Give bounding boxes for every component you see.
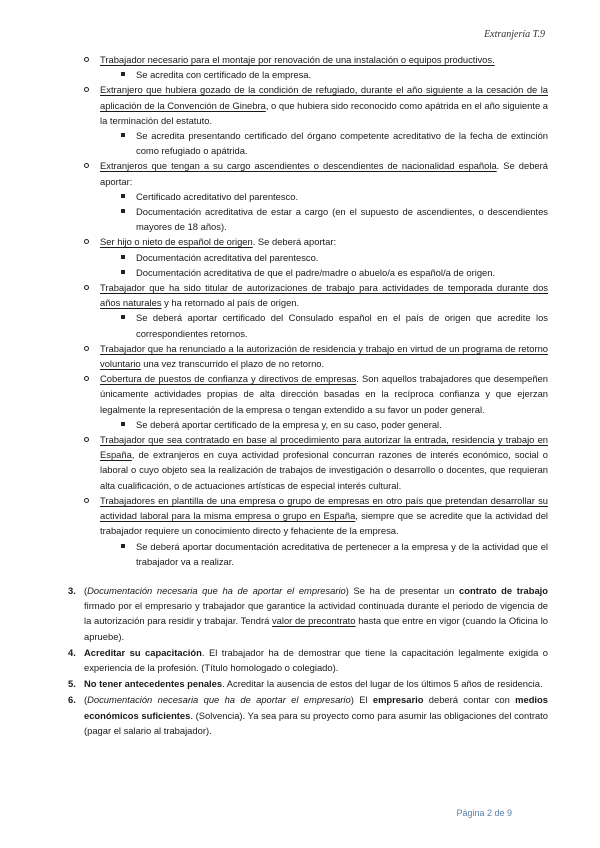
numbered-item-5: 5. No tener antecedentes penales. Acreditar la ausencia de estos del lugar de los últimos 5 años de residencia. [84, 676, 548, 691]
document-body [70, 52, 548, 739]
sub-bullet-list [100, 417, 548, 432]
sub-bullet-item: Se acredita con certificado de la empresa. [136, 67, 548, 82]
underlined-requirement: Trabajador que sea contratado en base al procedimiento para autorizar la entrada, residencia y trabajo en España [100, 434, 548, 461]
sub-bullet-list [100, 310, 548, 340]
item-number: 5. [68, 678, 76, 690]
underlined-requirement: Trabajador que ha renunciado a la autorización de residencia y trabajo en virtud de un programa de retorno voluntario [100, 342, 548, 370]
sub-bullet-list [100, 250, 548, 280]
underlined-requirement: Trabajador necesario para el montaje por renovación de una instalación o equipos productivos. [100, 54, 495, 65]
numbered-item-6: 6. (Documentación necesaria que ha de aportar el empresario) El empresario deberá contar con medios económicos suficientes. (Solvencia). Ya sea para su proyecto como para asumir las obligaciones del contrato (pagar el salario al trabajador). [68, 694, 548, 736]
bullet-item [100, 432, 548, 493]
sub-bullet-item: Se deberá aportar certificado del Consulado español en el país de origen que acredite los correspondientes retornos. [136, 310, 548, 340]
requirement-bullet-list [70, 52, 548, 569]
sub-bullet-list [100, 189, 548, 235]
bullet-item [100, 280, 548, 341]
bullet-item [100, 82, 548, 158]
underlined-requirement: Trabajador que ha sido titular de autorizaciones de trabajo para actividades de temporada durante dos años naturales [100, 282, 548, 309]
requirement-text: una vez transcurrido el plazo de no retorno. [140, 358, 325, 370]
document-header-title: Extranjería T.9 [484, 29, 545, 40]
underlined-requirement: Trabajadores en plantilla de una empresa o grupo de empresas en otro país que pretendan desarrollar su actividad laboral para la misma empresa o grupo en España [100, 494, 548, 522]
numbered-item-4: 4. Acreditar su capacitación. El trabajador ha de demostrar que tiene la capacitación legalmente exigida o experiencia de la profesión. (Título homologado o colegiado). [68, 646, 548, 673]
sub-bullet-list [100, 539, 548, 569]
sub-bullet-item: Documentación acreditativa de que el padre/madre o abuelo/a es español/a de origen. [136, 265, 548, 280]
sub-bullet-item: Se acredita presentando certificado del órgano competente acreditativo de la fecha de extinción como refugiado o apátrida. [136, 128, 548, 158]
item-number: 6. [68, 694, 76, 706]
requirement-text: . Son aquellos trabajadores que desempeñen únicamente actividades propias de alta dirección basadas en la recíproca confianza y que ejerzan legalmente la representación de la empresa o tengan extendido a su favor un poder general. [100, 373, 548, 415]
underlined-requirement: Cobertura de puestos de confianza y directivos de empresas [100, 373, 357, 385]
sub-bullet-list [100, 128, 548, 158]
sub-bullet-item: Documentación acreditativa del parentesco. [136, 250, 548, 265]
requirement-text: , siempre que se acredite que la actividad del trabajador requiere un conocimiento directo y fehaciente de la empresa. [100, 510, 549, 537]
sub-bullet-list [100, 67, 548, 82]
bold-term: medios económicos suficientes [84, 694, 548, 721]
requirement-text: y ha retornado al país de origen. [161, 297, 300, 309]
bold-term: Acreditar su capacitación [84, 646, 202, 658]
bold-term: empresario [372, 694, 424, 706]
requirement-text: , o que hubiera sido reconocido como apátrida en el año siguiente a la terminación del estatuto. [100, 99, 549, 126]
requirement-text: , de extranjeros en cuya actividad profesional concurran razones de interés económico, social o laboral o cuyo objeto sea la realización de trabajos de investigación o desarrollo o docentes, que requieran alta cualificación, o de actuaciones artísticas de especial interés cultural. [100, 449, 548, 491]
sub-bullet-item: Certificado acreditativo del parentesco. [136, 189, 548, 204]
underlined-requirement: Extranjero que hubiera gozado de la condición de refugiado, durante el año siguiente a la cesación de la aplicación de la Convención de Ginebra [100, 84, 548, 111]
sub-bullet-item: Documentación acreditativa de estar a cargo (en el supuesto de ascendientes, o descendientes mayores de 18 años). [136, 204, 548, 234]
bullet-item [100, 52, 548, 82]
item-number: 4. [68, 646, 76, 658]
italic-note: Documentación necesaria que ha de aportar el empresario [87, 694, 351, 706]
bold-term: contrato de trabajo [459, 584, 549, 596]
underlined-term: valor de precontrato [271, 615, 356, 627]
requirement-text: . Se deberá aportar: [252, 236, 337, 248]
underlined-requirement: Extranjeros que tengan a su cargo ascendientes o descendientes de nacionalidad española [100, 160, 497, 172]
page-number: Página 2 de 9 [456, 808, 512, 818]
item-number: 3. [68, 584, 76, 596]
underlined-requirement: Ser hijo o nieto de español de origen [100, 236, 253, 248]
numbered-requirements-list [70, 583, 548, 738]
sub-bullet-item: Se deberá aportar documentación acreditativa de pertenecer a la empresa y de la actividad que el trabajador va a realizar. [136, 539, 548, 569]
numbered-item-3: 3. (Documentación necesaria que ha de aportar el empresario) Se ha de presentar un contrato de trabajo firmado por el empresario y trabajador que garantice la actividad continuada durante el periodo de vigencia de la autorización para residir y trabajar. Tendrá valor de precontrato hasta que entre en vigor (cuando la Oficina lo apruebe). [68, 584, 549, 642]
bullet-item [100, 341, 548, 371]
sub-bullet-item: Se deberá aportar certificado de la empresa y, en su caso, poder general. [136, 417, 548, 432]
requirement-text: . Se deberá aportar: [100, 160, 548, 187]
bullet-item [100, 234, 548, 280]
bullet-item [100, 371, 548, 432]
bold-term: No tener antecedentes penales [84, 678, 223, 690]
bullet-item [100, 493, 548, 569]
italic-note: Documentación necesaria que ha de aportar el empresario [87, 584, 346, 596]
bullet-item [100, 158, 548, 234]
